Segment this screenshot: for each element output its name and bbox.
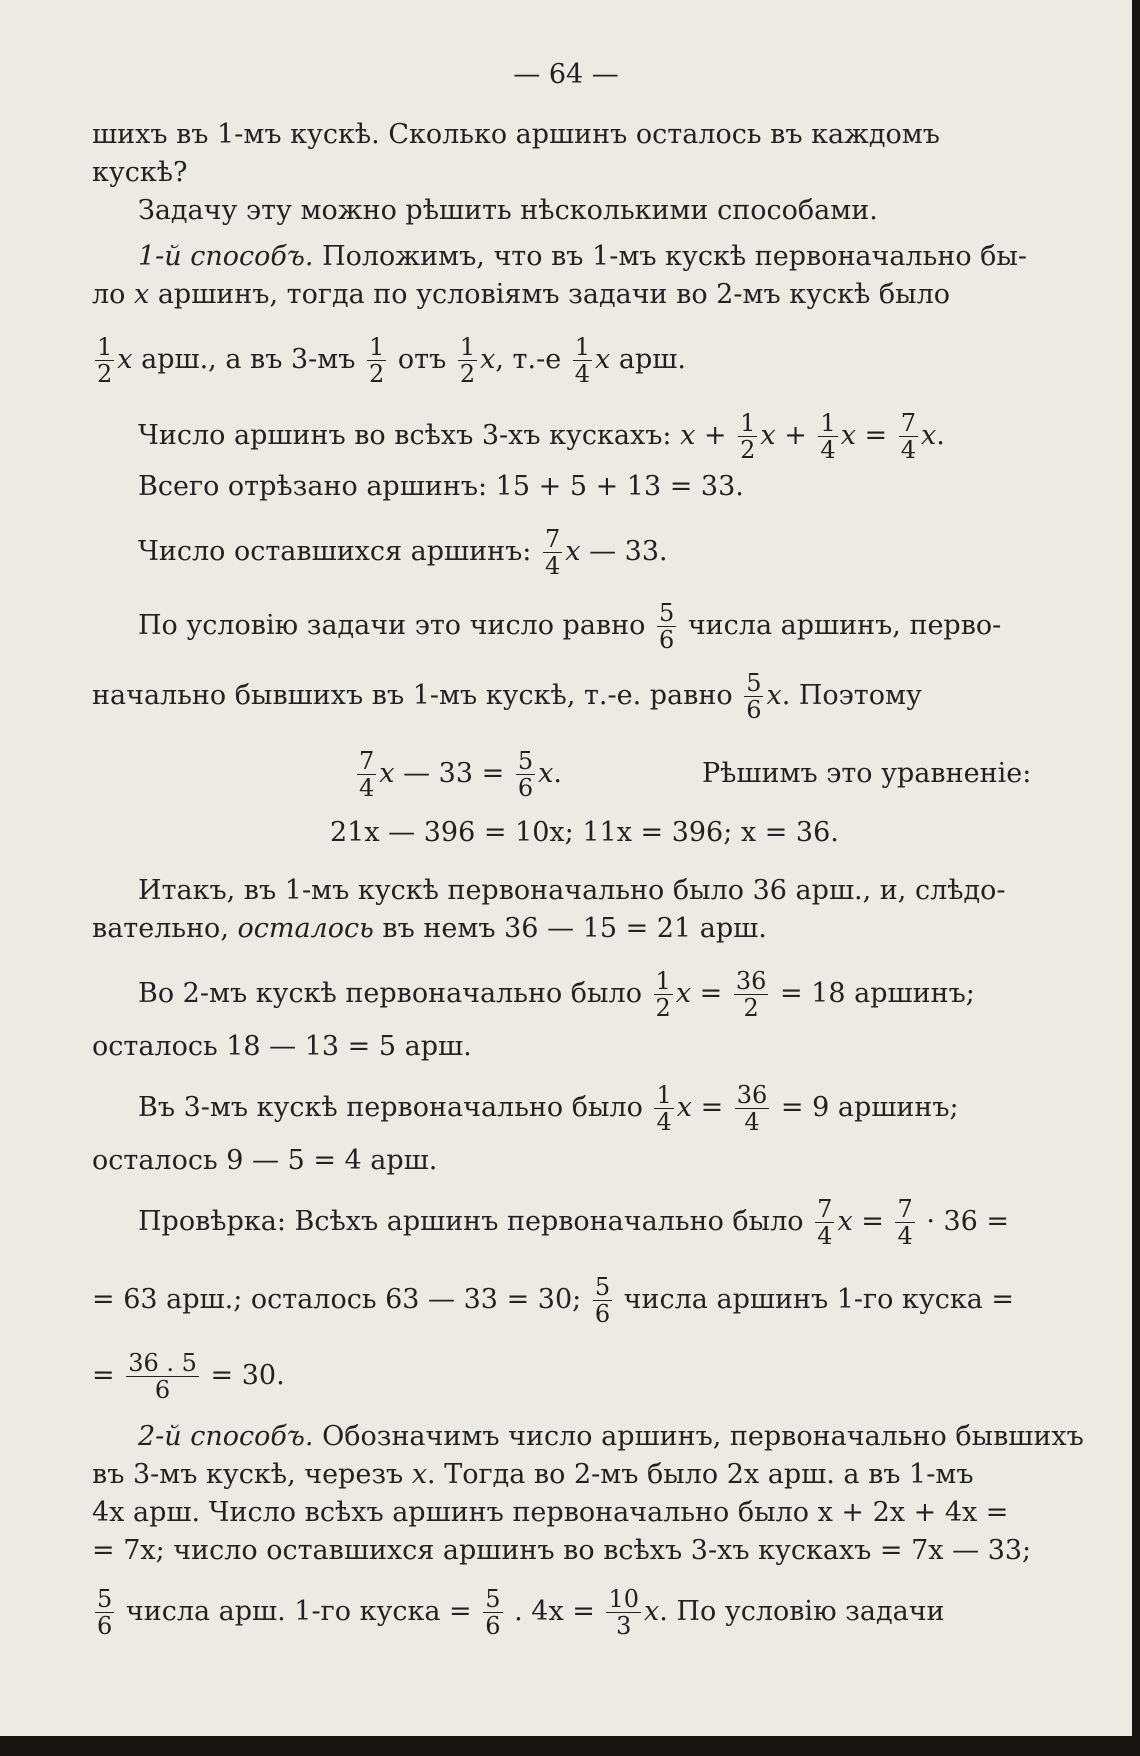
text-line-23: 2-й способъ. Обозначимъ число аршинъ, первоначально бывшихъ (138, 1421, 1084, 1452)
text-line-26: = 7x; число оставшихся аршинъ во всѣхъ 3-хъ кускахъ = 7x — 33; (92, 1535, 1032, 1566)
text-line-20: Провѣрка: Всѣхъ аршинъ первоначально было $\frac{7}{4}$ x = $\frac{7}{4}$ · 36 = (138, 1195, 1010, 1250)
text-line-19: осталось 9 — 5 = 4 арш. (92, 1145, 438, 1176)
fraction: $\frac{1}{2}$ (655, 967, 671, 1022)
fraction: $\frac{7}{4}$ (897, 1195, 913, 1250)
text-line-5: ло x аршинъ, тогда по условіямъ задачи во 2-мъ кускѣ было (92, 279, 951, 310)
text-line-21: = 63 арш.; осталось 63 — 33 = 30; $\frac{5}{6}$ числа аршинъ 1-го куска = (92, 1273, 1015, 1328)
text-line-11: начально бывшихъ въ 1-мъ кускѣ, т.-е. равно $\frac{5}{6}$ x. Поэтому (92, 669, 922, 724)
fraction: $\frac{1}{2}$ (740, 409, 756, 464)
method-1-heading: 1-й способъ. (138, 241, 314, 272)
text-line-8: Всего отрѣзано аршинъ: 15 + 5 + 13 = 33. (138, 471, 744, 502)
text-line-3: Задачу эту можно рѣшить нѣсколькими способами. (138, 195, 878, 226)
variable-x: x (134, 279, 150, 310)
fraction: $\frac{5}{6}$ (658, 599, 675, 654)
text-line-24: въ 3-мъ кускѣ, черезъ x. Тогда во 2-мъ было 2x арш. а въ 1-мъ (92, 1459, 974, 1490)
fraction: $\frac{36}{2}$ (735, 967, 767, 1022)
text-line-14: Итакъ, въ 1-мъ кускѣ первоначально было 36 арш., и, слѣдо- (138, 875, 1006, 906)
fraction: $\frac{5}{6}$ (517, 747, 534, 802)
text-line-4: 1-й способъ. Положимъ, что въ 1-мъ кускѣ первоначально бы- (138, 241, 1028, 272)
text-line-1: шихъ въ 1-мъ кускѣ. Сколько аршинъ осталось въ каждомъ (92, 119, 940, 150)
text-line-27: $\frac{5}{6}$ числа арш. 1-го куска = $\frac{5}{6}$ . 4x = $\frac{10}{3}$ x. По условію задачи (97, 1585, 945, 1640)
fraction: $\frac{1}{2}$ (97, 333, 113, 388)
fraction: $\frac{7}{4}$ (359, 747, 375, 802)
text-line-25: 4x арш. Число всѣхъ аршинъ первоначально было x + 2x + 4x = (92, 1497, 1009, 1528)
fraction: $\frac{7}{4}$ (900, 409, 917, 464)
text-line-22: = $\frac{36 . 5}{6}$ = 30. (92, 1349, 285, 1404)
fraction: $\frac{36}{4}$ (736, 1081, 768, 1136)
text-line-9: Число оставшихся аршинъ: $\frac{7}{4}$ x — 33. (138, 525, 668, 580)
fraction: $\frac{5}{6}$ (594, 1273, 611, 1328)
text-line-7: Число аршинъ во всѣхъ 3-хъ кускахъ: x + $\frac{1}{2}$ x + $\frac{1}{4}$ x = $\frac{7}{4}$ x. (138, 409, 945, 464)
text-line-18: Въ 3-мъ кускѣ первоначально было $\frac{1}{4}$ x = $\frac{36}{4}$ = 9 аршинъ; (138, 1081, 959, 1136)
fraction: $\frac{7}{4}$ (817, 1195, 833, 1250)
text-line-6: $\frac{1}{2}$ x арш., а въ 3-мъ $\frac{1}{2}$ отъ $\frac{1}{2}$ x, т.-е $\frac{1}{4}$ x арш. (97, 333, 686, 388)
fraction: $\frac{1}{4}$ (574, 333, 591, 388)
fraction: $\frac{1}{2}$ (459, 333, 476, 388)
text-line-2: кускѣ? (92, 157, 188, 188)
fraction: $\frac{1}{2}$ (369, 333, 385, 388)
fraction: $\frac{5}{6}$ (746, 669, 762, 724)
solution-line: 21x — 396 = 10x; 11x = 396; x = 36. (330, 817, 839, 848)
text-line-16: Во 2-мъ кускѣ первоначально было $\frac{1}{2}$ x = $\frac{36}{2}$ = 18 аршинъ; (138, 967, 975, 1022)
page-number: — 64 — (513, 59, 619, 90)
fraction: $\frac{1}{4}$ (656, 1081, 672, 1136)
fraction: $\frac{10}{3}$ (608, 1585, 640, 1640)
fraction: $\frac{5}{6}$ (97, 1585, 113, 1640)
fraction: $\frac{36 . 5}{6}$ (128, 1349, 197, 1404)
text-line-15: вательно, осталось въ немъ 36 — 15 = 21 арш. (92, 913, 767, 944)
text-line-17: осталось 18 — 13 = 5 арш. (92, 1031, 472, 1062)
fraction: $\frac{1}{4}$ (820, 409, 836, 464)
fraction: $\frac{7}{4}$ (544, 525, 561, 580)
method-2-heading: 2-й способъ. (138, 1421, 314, 1452)
equation-line: $\frac{7}{4}$ x — 33 = $\frac{5}{6}$ x. Рѣшимъ это уравненіе: (359, 747, 1032, 802)
fraction: $\frac{5}{6}$ (485, 1585, 501, 1640)
text-line-10: По условію задачи это число равно $\frac{5}{6}$ числа аршинъ, перво- (138, 599, 1002, 654)
